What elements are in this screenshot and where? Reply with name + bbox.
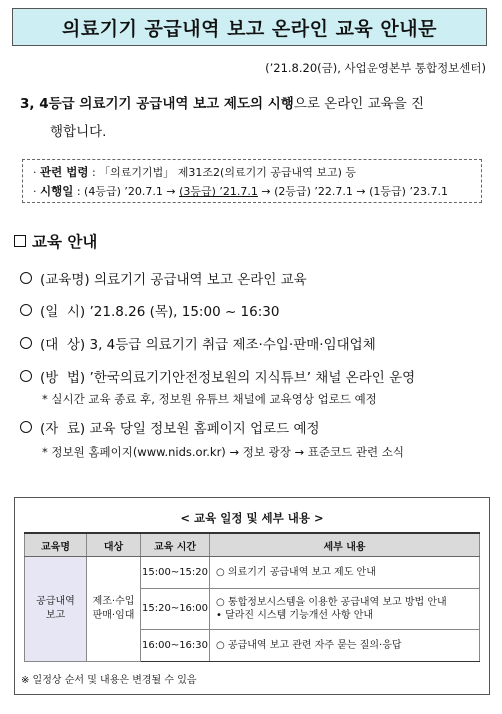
time-cell: 16:00~16:30 — [141, 630, 210, 662]
item-text: (일 시) ’21.8.26 (목), 15:00 ~ 16:30 — [40, 304, 280, 320]
list-item — [20, 417, 320, 437]
circle-bullet-icon — [20, 337, 32, 349]
header-detail: 세부 내용 — [210, 533, 480, 557]
dateline: (’21.8.20(금), 사업운영본부 통합정보센터) — [265, 61, 486, 75]
course-name-cell: 공급내역 보고 — [25, 557, 87, 662]
time-cell: 15:00~15:20 — [141, 557, 210, 589]
detail-cell: ○ 공급내역 보고 관련 자주 묻는 질의·응답 — [210, 630, 480, 662]
list-item — [20, 300, 279, 320]
circle-bullet-icon — [20, 421, 32, 433]
target-cell: 제조·수입 판매·임대 — [87, 557, 141, 662]
item-text: (자 료) 교육 당일 정보원 홈페이지 업로드 예정 — [40, 421, 320, 437]
lead-rest: 으로 온라인 교육을 진 — [293, 96, 425, 112]
lead-bold: 3, 4등급 의료기기 공급내역 보고 제도의 시행 — [20, 96, 294, 112]
schedule-b: → (2등급) ’22.7.1 → (1등급) ’23.7.1 — [257, 185, 448, 198]
page-title — [12, 8, 487, 46]
time-cell: 15:20~16:00 — [141, 589, 210, 630]
lead-paragraph — [20, 90, 486, 146]
law-line: · 관련 법령 : 「의료기기법」 제31조2(의료기기 공급내역 보고) 등 — [33, 165, 356, 179]
section-heading-text: 교육 안내 — [32, 233, 98, 251]
circle-bullet-icon — [20, 304, 32, 316]
header-course: 교육명 — [25, 533, 87, 557]
header-time: 교육 시간 — [141, 533, 210, 557]
law-text: : 「의료기기법」 제31조2(의료기기 공급내역 보고) 등 — [88, 166, 356, 179]
schedule-table-box — [14, 497, 490, 695]
detail-cell: ○ 의료기기 공급내역 보고 제도 안내 — [210, 557, 480, 589]
item-text: (교육명) 의료기기 공급내역 보고 온라인 교육 — [40, 272, 307, 288]
list-item — [20, 268, 307, 288]
schedule-underlined: (3등급) ’21.7.1 — [179, 185, 258, 198]
header-target: 대상 — [87, 533, 141, 557]
circle-bullet-icon — [20, 370, 32, 382]
page-title-text: 의료기기 공급내역 보고 온라인 교육 안내문 — [62, 17, 437, 40]
schedule-key: 시행일 — [40, 184, 74, 198]
table-header-row — [25, 533, 480, 557]
table-note: ※ 일정상 순서 및 내용은 변경될 수 있음 — [21, 675, 197, 686]
table-row — [25, 557, 480, 589]
item-text: (방 법) ’한국의료기기안전정보원의 지식튜브’ 채널 온라인 운영 — [40, 370, 416, 386]
detail-cell: ○ 통합정보시스템을 이용한 공급내역 보고 방법 안내 • 달라진 시스템 기능개선 사항 안내 — [210, 589, 480, 630]
law-key: 관련 법령 — [40, 165, 89, 179]
schedule-line: · 시행일 : (4등급) ’20.7.1 → (3등급) ’21.7.1 → (2등급) ’22.7.1 → (1등급) ’23.7.1 — [33, 184, 448, 198]
lead-line2: 행합니다. — [50, 124, 107, 140]
sub-note: * 실시간 교육 종료 후, 정보원 유튜브 채널에 교육영상 업로드 예정 — [42, 392, 377, 406]
item-text: (대 상) 3, 4등급 의료기기 취급 제조·수입·판매·임대업체 — [40, 337, 376, 353]
list-item — [20, 366, 415, 386]
sub-note: * 정보원 홈페이지(www.nids.or.kr) → 정보 광장 → 표준코드 관련 소식 — [42, 445, 404, 459]
schedule-table — [24, 532, 480, 662]
circle-bullet-icon — [20, 272, 32, 284]
list-item — [20, 333, 376, 353]
checkbox-square-icon — [14, 235, 26, 247]
schedule-a: : (4등급) ’20.7.1 → — [73, 185, 180, 198]
table-caption: < 교육 일정 및 세부 내용 > — [180, 511, 324, 525]
section-heading — [14, 230, 97, 252]
reference-box — [22, 159, 482, 203]
